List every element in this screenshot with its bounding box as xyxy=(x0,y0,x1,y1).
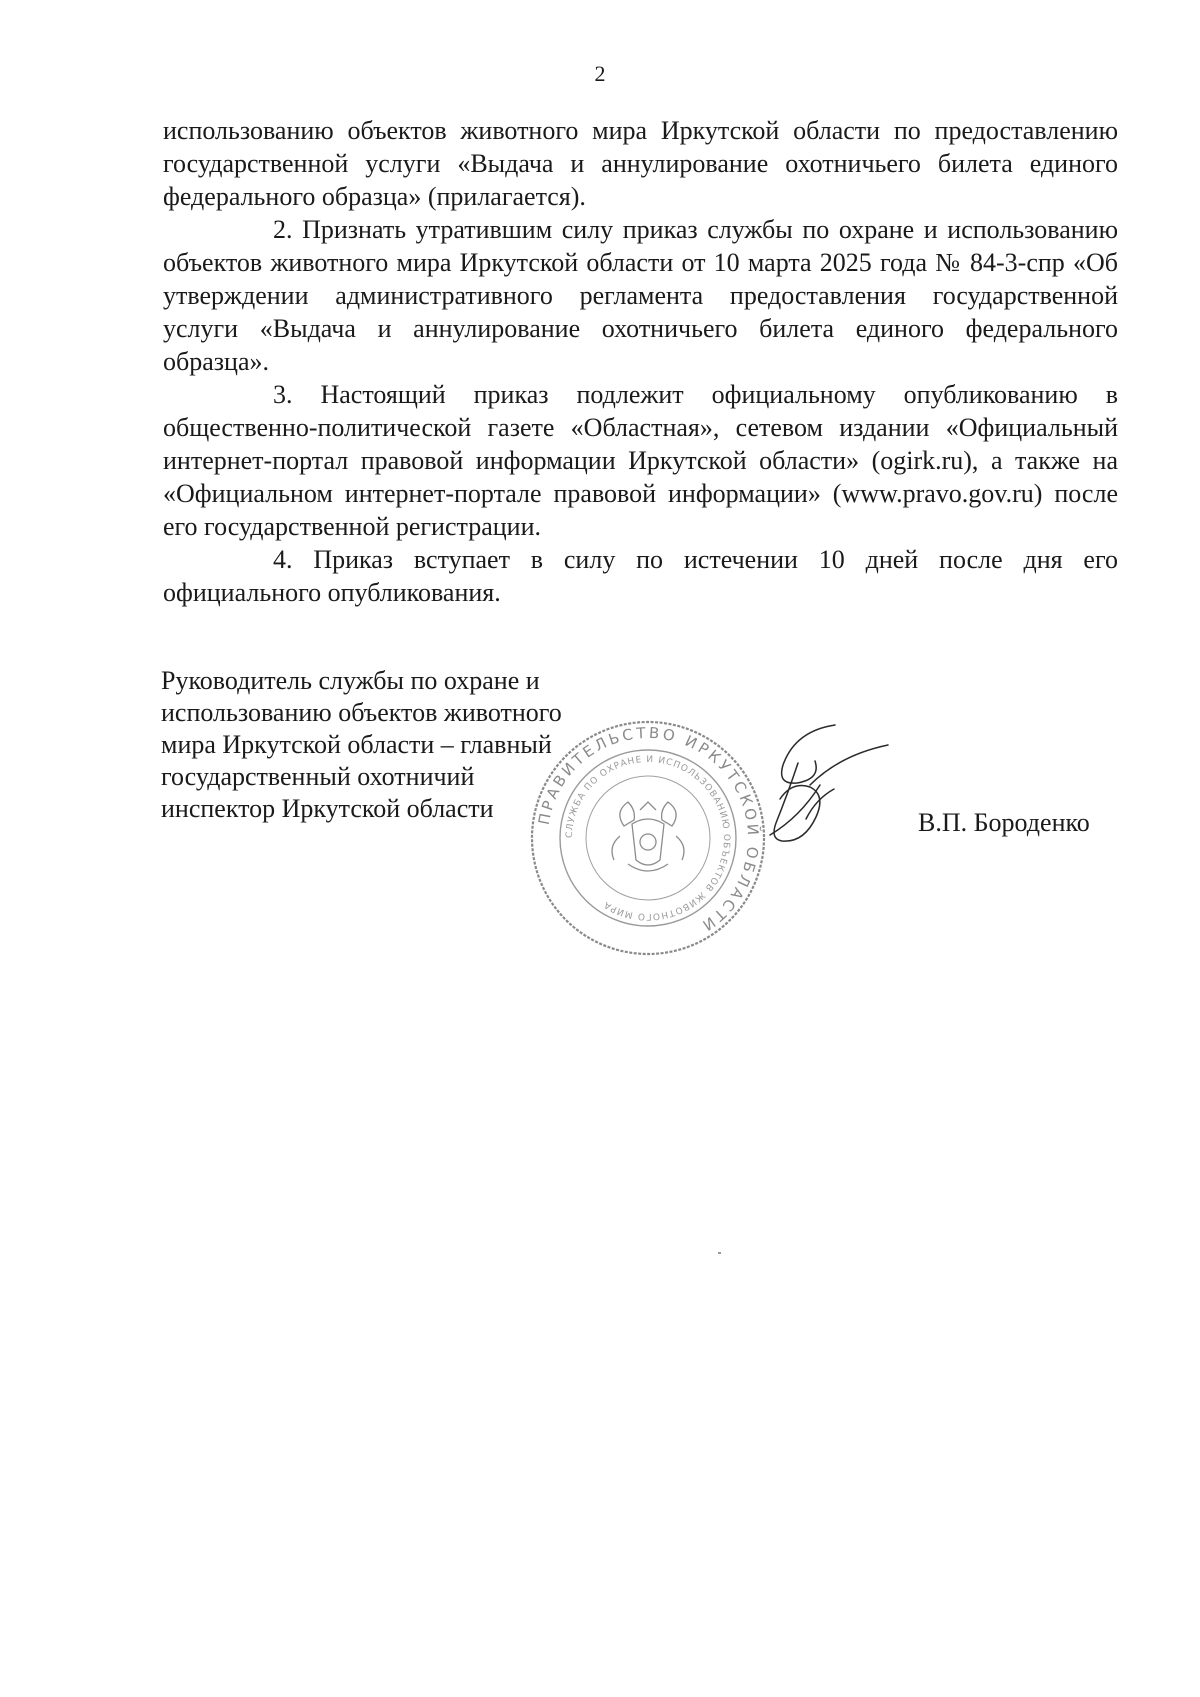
signatory-position-line: инспектор Иркутской области xyxy=(161,794,494,823)
seal-outer-text: ПРАВИТЕЛЬСТВО ИРКУТСКОЙ ОБЛАСТИ xyxy=(534,723,763,936)
signatory-position-line: Руководитель службы по охране и xyxy=(161,666,540,695)
document-body xyxy=(163,114,1118,609)
official-seal-stamp xyxy=(528,718,768,958)
coat-of-arms-icon xyxy=(612,802,684,871)
paragraph-2: 2. Признать утратившим силу приказ службы по охране и использованию объектов животного мира Иркутской области от 10 марта 2025 года № 84-3-спр «Об утверждении административного регламента предоставления государственной услуги «Выдача и аннулирование охотничьего билета единого федерального образца». xyxy=(163,215,1118,376)
signatory-position-line: государственный охотничий xyxy=(161,762,475,791)
signatory-name: В.П. Бороденко xyxy=(918,808,1090,837)
scan-artifact xyxy=(718,1252,721,1254)
handwritten-signature xyxy=(740,715,890,865)
signatory-position-line: мира Иркутской области – главный xyxy=(161,730,552,759)
paragraph-4: 4. Приказ вступает в силу по истечении 10 дней после дня его официального опубликования. xyxy=(163,545,1118,607)
paragraph-3: 3. Настоящий приказ подлежит официальному опубликованию в общественно-политической газете «Областная», сетевом издании «Официальный интернет-портал правовой информации Иркутской области» (ogirk.ru), а также на «Официальном интернет-портале правовой информации» (www.pravo.gov.ru) после его государственной регистрации. xyxy=(163,380,1118,541)
paragraph-continuation: использованию объектов животного мира Иркутской области по предоставлению государственной услуги «Выдача и аннулирование охотничьего билета единого федерального образца» (прилагается). xyxy=(163,116,1118,211)
signatory-position-line: использованию объектов животного xyxy=(161,698,562,727)
seal-inner-text: СЛУЖБА ПО ОХРАНЕ И ИСПОЛЬЗОВАНИЮ ОБЪЕКТОВ ЖИВОТНОГО МИРА xyxy=(564,754,732,922)
svg-text:СЛУЖБА ПО ОХРАНЕ И ИСПОЛЬЗОВАН xyxy=(565,755,731,921)
page-number: 2 xyxy=(594,61,606,86)
